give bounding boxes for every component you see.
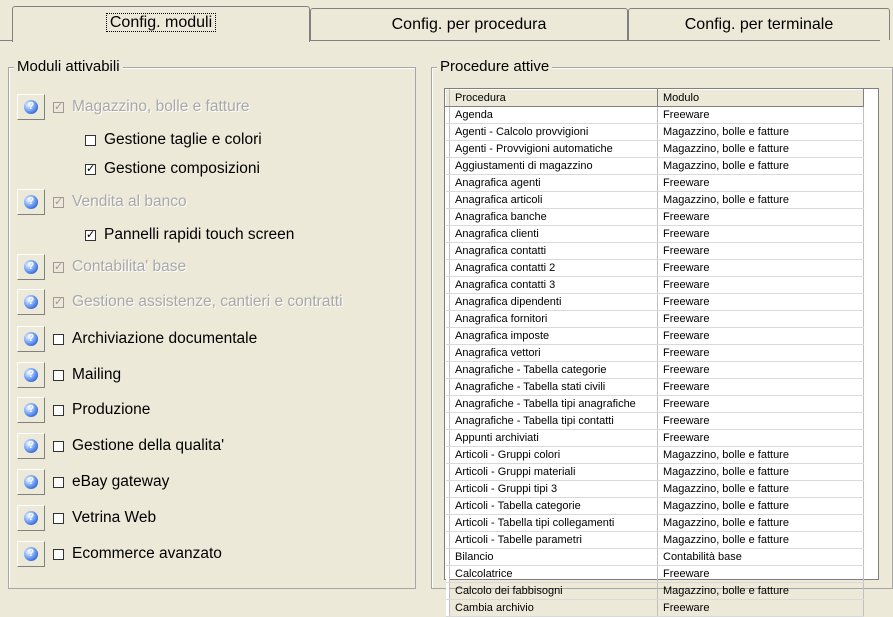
- table-row[interactable]: [446, 226, 864, 243]
- table-row[interactable]: [446, 498, 864, 515]
- column-header-modulo[interactable]: Modulo: [658, 90, 864, 107]
- tab-label: Config. per procedura: [391, 16, 547, 33]
- cell-modulo: Freeware: [658, 260, 864, 277]
- help-icon: ?: [24, 403, 38, 417]
- cell-procedura: Aggiustamenti di magazzino: [450, 158, 658, 175]
- table-row[interactable]: [446, 447, 864, 464]
- cell-procedura: Anagrafiche - Tabella tipi contatti: [450, 413, 658, 430]
- cell-modulo: Freeware: [658, 311, 864, 328]
- module-row: [17, 253, 186, 281]
- cell-procedura: Anagrafica articoli: [450, 192, 658, 209]
- cell-modulo: Freeware: [658, 413, 864, 430]
- cell-procedura: Appunti archiviati: [450, 430, 658, 447]
- procedures-header-row: [446, 90, 864, 107]
- cell-procedura: Anagrafica agenti: [450, 175, 658, 192]
- table-row[interactable]: [446, 583, 864, 600]
- cell-procedura: Anagrafica clienti: [450, 226, 658, 243]
- cell-procedura: Articoli - Gruppi tipi 3: [450, 481, 658, 498]
- help-icon: ?: [24, 511, 38, 525]
- tab-label: Config. moduli: [106, 13, 216, 32]
- module-info-button[interactable]: [17, 362, 45, 388]
- tab-config-per-terminale[interactable]: [628, 8, 890, 40]
- table-row[interactable]: [446, 532, 864, 549]
- table-row[interactable]: [446, 192, 864, 209]
- table-row[interactable]: [446, 379, 864, 396]
- module-label: Gestione della qualita': [72, 437, 225, 454]
- table-row[interactable]: [446, 413, 864, 430]
- tab-config-moduli[interactable]: [12, 6, 310, 42]
- module-checkbox[interactable]: ✓: [86, 162, 96, 175]
- table-row[interactable]: [446, 141, 864, 158]
- help-icon: ?: [24, 195, 38, 209]
- cell-procedura: Anagrafica banche: [450, 209, 658, 226]
- table-row[interactable]: [446, 260, 864, 277]
- module-checkbox[interactable]: [53, 441, 64, 452]
- module-row: [17, 504, 156, 532]
- module-row: [17, 396, 150, 424]
- cell-modulo: Magazzino, bolle e fatture: [658, 498, 864, 515]
- module-row: [17, 325, 257, 353]
- help-icon: ?: [24, 368, 38, 382]
- tab-bar: [0, 0, 880, 42]
- module-row: [17, 432, 224, 460]
- module-label: Vetrina Web: [72, 509, 157, 526]
- table-row[interactable]: [446, 481, 864, 498]
- module-checkbox[interactable]: [53, 405, 64, 416]
- module-info-button[interactable]: [17, 469, 45, 495]
- cell-modulo: Freeware: [658, 600, 864, 617]
- cell-procedura: Agenti - Calcolo provvigioni: [450, 124, 658, 141]
- table-row[interactable]: [446, 107, 864, 124]
- help-icon: ?: [24, 439, 38, 453]
- cell-modulo: Freeware: [658, 243, 864, 260]
- module-label: Ecommerce avanzato: [72, 545, 222, 562]
- module-row: [85, 126, 262, 154]
- cell-procedura: Articoli - Tabelle parametri: [450, 532, 658, 549]
- cell-modulo: Freeware: [658, 294, 864, 311]
- cell-modulo: Freeware: [658, 107, 864, 124]
- module-info-button[interactable]: [17, 189, 45, 215]
- table-row[interactable]: [446, 430, 864, 447]
- cell-modulo: Magazzino, bolle e fatture: [658, 532, 864, 549]
- module-row: [85, 221, 294, 249]
- module-info-button[interactable]: [17, 94, 45, 120]
- module-row: [17, 188, 187, 216]
- module-row: [85, 155, 260, 183]
- modules-group-title: Moduli attivabili: [14, 58, 123, 75]
- cell-modulo: Freeware: [658, 175, 864, 192]
- table-row[interactable]: [446, 328, 864, 345]
- help-icon: ?: [24, 295, 38, 309]
- tab-label: Config. per terminale: [684, 16, 834, 33]
- table-row[interactable]: [446, 600, 864, 617]
- cell-modulo: Magazzino, bolle e fatture: [658, 464, 864, 481]
- table-row[interactable]: [446, 277, 864, 294]
- cell-modulo: Freeware: [658, 362, 864, 379]
- cell-procedura: Agenda: [450, 107, 658, 124]
- table-row[interactable]: [446, 345, 864, 362]
- module-label: Mailing: [72, 366, 122, 383]
- cell-modulo: Freeware: [658, 209, 864, 226]
- module-label: Magazzino, bolle e fatture: [72, 98, 250, 115]
- table-row[interactable]: [446, 209, 864, 226]
- cell-procedura: Anagrafica contatti 3: [450, 277, 658, 294]
- cell-procedura: Cambia archivio: [450, 600, 658, 617]
- module-checkbox[interactable]: [53, 513, 64, 524]
- cell-modulo: Freeware: [658, 396, 864, 413]
- cell-procedura: Anagrafica imposte: [450, 328, 658, 345]
- cell-modulo: Freeware: [658, 379, 864, 396]
- module-checkbox[interactable]: ✓: [86, 228, 96, 241]
- table-row[interactable]: [446, 124, 864, 141]
- module-label: Archiviazione documentale: [72, 330, 258, 347]
- cell-procedura: Agenti - Provvigioni automatiche: [450, 141, 658, 158]
- module-info-button[interactable]: [17, 541, 45, 567]
- cell-modulo: Freeware: [658, 345, 864, 362]
- cell-procedura: Anagrafica dipendenti: [450, 294, 658, 311]
- module-row: [17, 288, 343, 316]
- module-info-button[interactable]: [17, 326, 45, 352]
- cell-modulo: Magazzino, bolle e fatture: [658, 158, 864, 175]
- cell-modulo: Magazzino, bolle e fatture: [658, 515, 864, 532]
- cell-procedura: Calcolatrice: [450, 566, 658, 583]
- cell-modulo: Magazzino, bolle e fatture: [658, 481, 864, 498]
- table-row[interactable]: [446, 175, 864, 192]
- module-checkbox[interactable]: [53, 477, 64, 488]
- module-checkbox: ✓: [54, 260, 64, 273]
- cell-procedura: Articoli - Tabella categorie: [450, 498, 658, 515]
- module-row: [17, 93, 250, 121]
- procedures-list[interactable]: [444, 88, 879, 614]
- help-icon: ?: [24, 100, 38, 114]
- cell-modulo: Magazzino, bolle e fatture: [658, 141, 864, 158]
- module-label: Gestione taglie e colori: [104, 131, 262, 148]
- module-checkbox: ✓: [54, 195, 64, 208]
- module-label: Pannelli rapidi touch screen: [104, 226, 295, 243]
- module-label: Vendita al banco: [72, 193, 187, 210]
- module-row: [17, 361, 121, 389]
- module-info-button[interactable]: [17, 505, 45, 531]
- module-label: Contabilita' base: [72, 258, 187, 275]
- cell-modulo: Freeware: [658, 277, 864, 294]
- module-label: Produzione: [72, 401, 151, 418]
- table-row[interactable]: [446, 158, 864, 175]
- module-label: Gestione composizioni: [104, 160, 260, 177]
- cell-modulo: Magazzino, bolle e fatture: [658, 583, 864, 600]
- cell-modulo: Magazzino, bolle e fatture: [658, 124, 864, 141]
- module-info-button[interactable]: [17, 254, 45, 280]
- module-checkbox[interactable]: [53, 370, 64, 381]
- cell-modulo: Contabilità base: [658, 549, 864, 566]
- module-checkbox: ✓: [54, 100, 64, 113]
- table-row[interactable]: [446, 294, 864, 311]
- module-checkbox: ✓: [54, 295, 64, 308]
- table-row[interactable]: [446, 566, 864, 583]
- table-row[interactable]: [446, 464, 864, 481]
- table-row[interactable]: [446, 396, 864, 413]
- cell-procedura: Articoli - Gruppi materiali: [450, 464, 658, 481]
- cell-procedura: Anagrafica vettori: [450, 345, 658, 362]
- cell-procedura: Bilancio: [450, 549, 658, 566]
- help-icon: ?: [24, 547, 38, 561]
- column-header-procedura[interactable]: Procedura: [450, 90, 658, 107]
- cell-procedura: Anagrafiche - Tabella stati civili: [450, 379, 658, 396]
- cell-modulo: Magazzino, bolle e fatture: [658, 447, 864, 464]
- table-row[interactable]: [446, 515, 864, 532]
- table-row[interactable]: [446, 311, 864, 328]
- cell-procedura: Anagrafiche - Tabella tipi anagrafiche: [450, 396, 658, 413]
- cell-modulo: Freeware: [658, 328, 864, 345]
- cell-procedura: Anagrafica contatti: [450, 243, 658, 260]
- cell-modulo: Freeware: [658, 566, 864, 583]
- cell-modulo: Magazzino, bolle e fatture: [658, 192, 864, 209]
- module-row: [17, 540, 222, 568]
- module-label: Gestione assistenze, cantieri e contratti: [72, 293, 343, 310]
- module-checkbox[interactable]: [85, 135, 96, 146]
- cell-procedura: Calcolo dei fabbisogni: [450, 583, 658, 600]
- procedures-group-title: Procedure attive: [437, 58, 552, 75]
- cell-modulo: Freeware: [658, 430, 864, 447]
- module-row: [17, 468, 169, 496]
- module-checkbox[interactable]: [53, 549, 64, 560]
- help-icon: ?: [24, 332, 38, 346]
- module-checkbox[interactable]: [53, 334, 64, 345]
- table-row[interactable]: [446, 243, 864, 260]
- cell-procedura: Anagrafica contatti 2: [450, 260, 658, 277]
- cell-procedura: Articoli - Tabella tipi collegamenti: [450, 515, 658, 532]
- tab-config-per-procedura[interactable]: [310, 8, 628, 40]
- module-label: eBay gateway: [72, 473, 170, 490]
- help-icon: ?: [24, 475, 38, 489]
- module-info-button[interactable]: [17, 433, 45, 459]
- cell-procedura: Articoli - Gruppi colori: [450, 447, 658, 464]
- module-info-button[interactable]: [17, 289, 45, 315]
- table-row[interactable]: [446, 362, 864, 379]
- cell-procedura: Anagrafica fornitori: [450, 311, 658, 328]
- cell-modulo: Freeware: [658, 226, 864, 243]
- cell-procedura: Anagrafiche - Tabella categorie: [450, 362, 658, 379]
- table-row[interactable]: [446, 549, 864, 566]
- module-info-button[interactable]: [17, 397, 45, 423]
- help-icon: ?: [24, 260, 38, 274]
